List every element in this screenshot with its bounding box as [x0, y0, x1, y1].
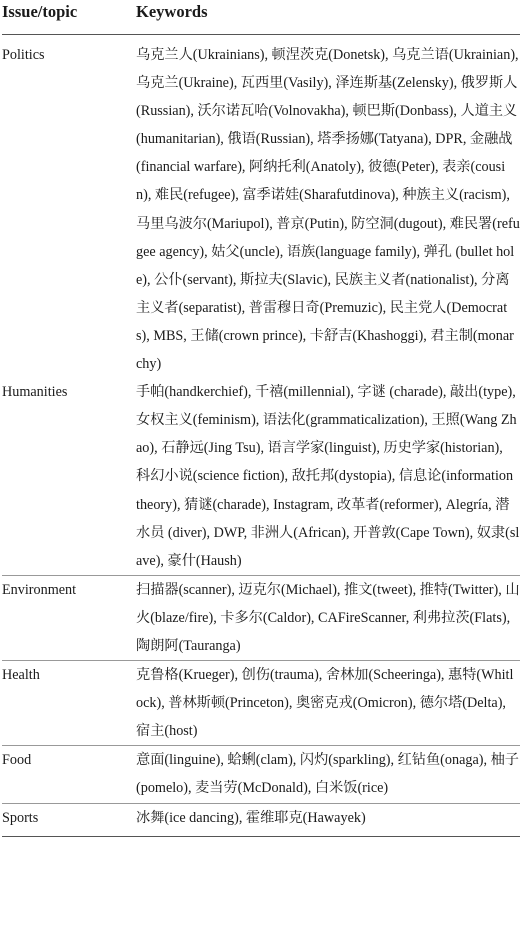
row-topic: Environment: [2, 575, 136, 660]
row-keywords: 扫描器(scanner), 迈克尔(Michael), 推文(tweet), 推特(Twitter), 山火(blaze/fire), 卡多尔(Caldor), CAFireScanner, 利弗拉茨(Flats), 陶朗阿(Tauranga): [136, 575, 520, 660]
row-topic: Humanities: [2, 384, 68, 401]
row-topic: Sports: [2, 803, 136, 836]
bottom-rule: [2, 836, 520, 837]
row-keywords: 乌克兰人(Ukrainians), 顿涅茨克(Donetsk), 乌克兰语(Ukrainian), 乌克兰(Ukraine), 瓦西里(Vasily), 泽连斯基(Zelensky), 俄罗斯人(Russian), 沃尔诺瓦哈(Volnovakha), 顿巴斯(Donbass), 人道主义(humanitarian), 俄语(Russian), 塔季扬娜(Tatyana), DPR, 金融战(financial warfare), 阿纳托利(Anatoly), 彼德(Peter), 表亲(cousin), 难民(refugee), 富季诺娃(Sharafutdinova), 种族主义(racism), 马里乌波尔(Mariupol), 普京(Putin), 防空洞(dugout), 难民署(refugee agency), 姑父(uncle), 语族(language family), 弹孔 (bullet hole), 公仆(servant), 斯拉夫(Slavic), 民族主义者(nationalist), 分离主义者(separatist), 普雷穆日奇(Premuzic), 民主党人(Democrats), MBS, 王储(crown prince), 卡舒吉(Khashoggi), 君主制(monarchy): [136, 47, 520, 373]
row-topic: Health: [2, 661, 136, 746]
table-row: [2, 575, 520, 660]
table-row: [2, 378, 520, 575]
header-topic: Issue/topic: [2, 2, 78, 21]
row-keywords: 手帕(handkerchief), 千禧(millennial), 字谜 (charade), 敲出(type), 女权主义(feminism), 语法化(grammaticalization), 王照(Wang Zhao), 石静远(Jing Tsu), 语言学家(linguist), 历史学家(historian), 科幻小说(science fiction), 敌托邦(dystopia), 信息论(information theory), 猜谜(charade), Instagram, 改革者(reformer), Alegría, 潜水员 (diver), DWP, 非洲人(African), 开普敦(Cape Town), 奴隶(slave), 豪什(Haush): [136, 384, 520, 569]
table-row: [2, 35, 520, 378]
row-keywords: 意面(linguine), 蛤蜊(clam), 闪灼(sparkling), 红钻鱼(onaga), 柚子(pomelo), 麦当劳(McDonald), 白米饭(rice): [136, 746, 520, 803]
row-keywords: 冰舞(ice dancing), 霍维耶克(Hawayek): [136, 803, 520, 836]
row-keywords: 克鲁格(Krueger), 创伤(trauma), 舍林加(Scheeringa), 惠特(Whitlock), 普林斯顿(Princeton), 奥密克戎(Omicron), 德尔塔(Delta), 宿主(host): [136, 661, 520, 746]
table-row: [2, 803, 520, 836]
table-row: [2, 661, 520, 746]
row-topic: Food: [2, 746, 136, 803]
table-row: [2, 746, 520, 803]
keywords-table: [2, 0, 520, 837]
header-row: [2, 0, 520, 35]
header-keywords: Keywords: [136, 2, 208, 21]
row-topic: Politics: [2, 47, 45, 63]
